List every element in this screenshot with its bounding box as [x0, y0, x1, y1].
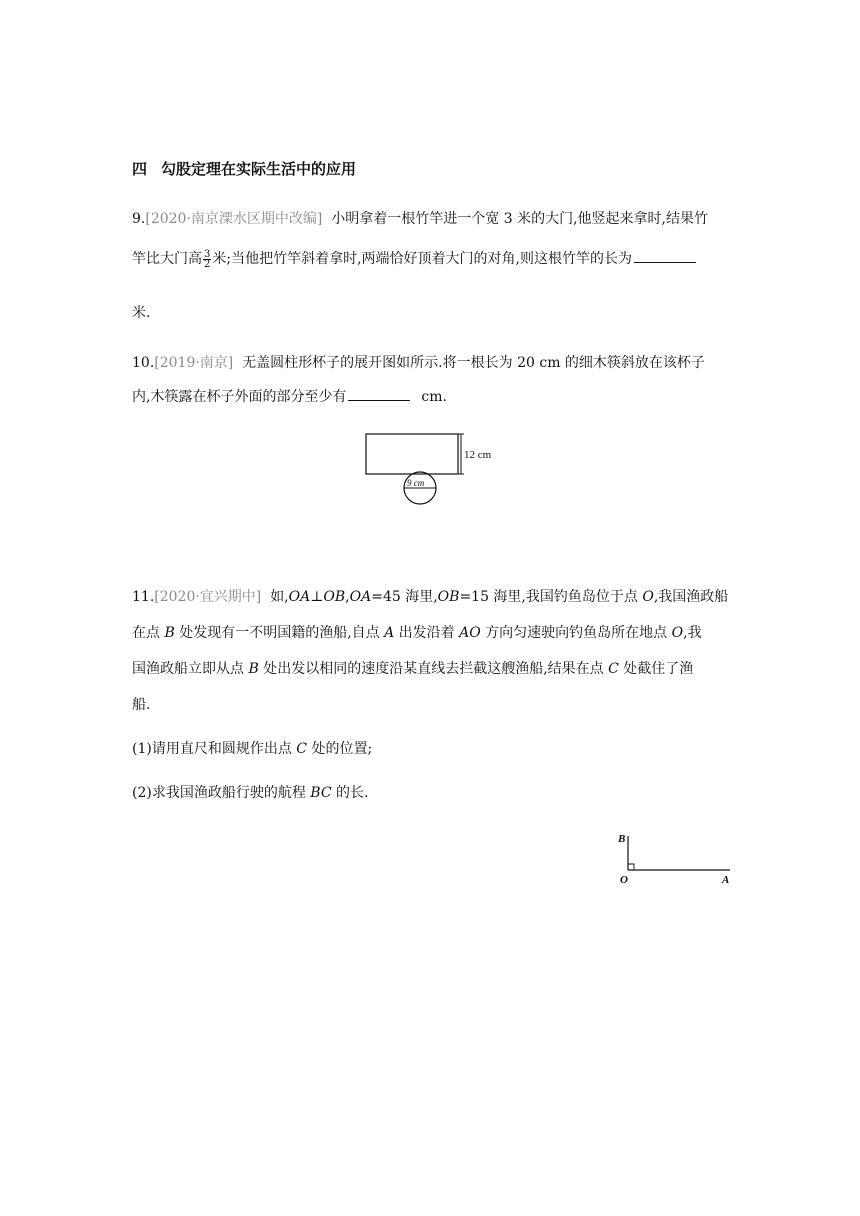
q11-sub2-p1: BC [310, 785, 332, 801]
boat-figure [610, 826, 740, 886]
q11-text-3-p2: 处出发以相同的速度沿某直线去拦截这艘渔船,结果在点 [258, 661, 609, 677]
section-heading [132, 158, 356, 179]
q11-text-3-p4: 处截住了渔 [618, 661, 694, 677]
q11-text-1-p10: ,我国渔政船 [653, 589, 729, 605]
q11-sub-2 [132, 782, 368, 802]
cup-net-figure [360, 428, 510, 510]
q10-text-2a: 内,木筷露在杯子外面的部分至少有 [132, 389, 347, 405]
q11-text-1-p5: OA [349, 589, 372, 605]
q11-text-2-p2: 处发现有一不明国籍的渔船,自点 [174, 625, 385, 641]
q11-sub1-p1: C [296, 741, 307, 757]
q11-text-2-p7: O [671, 625, 684, 641]
section-title: 勾股定理在实际生活中的应用 [161, 160, 357, 178]
q11-line-2 [132, 622, 702, 642]
q11-text-1-p0: 如, [270, 589, 289, 605]
q10-line-1 [132, 352, 705, 372]
cup-side-rectangle [366, 434, 458, 474]
q10-line-2 [132, 386, 447, 406]
q9-line-2 [132, 248, 698, 269]
q11-text-1-p3: OB [323, 589, 346, 605]
q11-sub1-p2: 处的位置; [307, 741, 373, 757]
q9-text-2b: 米;当他把竹竿斜着拿时,两端恰好顶着大门的对角,则这根竹竿的长为 [212, 251, 632, 267]
q11-text-2-p6: 方向匀速驶向钓鱼岛所在地点 [480, 625, 672, 641]
q11-text-2-p1: B [164, 625, 175, 641]
label-a: A [722, 874, 730, 886]
q11-sub2-p0: (2)求我国渔政船行驶的航程 [132, 785, 311, 801]
q10-source: [2019·南京] [154, 355, 234, 371]
q9-text-2a: 竿比大门高 [132, 251, 202, 267]
diameter-label: 9 cm [407, 478, 425, 488]
q10-text-2b: cm. [421, 389, 447, 405]
q11-text-1-p9: O [642, 589, 654, 605]
q11-sub2-p2: 的长. [331, 785, 369, 801]
q10-text-1: 无盖圆柱形杯子的展开图如所示.将一根长为 20 cm 的细木筷斜放在该杯子 [242, 355, 705, 371]
q11-text-1-p8: =15 海里,我国钓鱼岛位于点 [459, 589, 643, 605]
q11-text-1-p6: =45 海里, [371, 589, 438, 605]
q11-text-1-p2: ⊥ [310, 589, 324, 605]
q11-number: 11. [132, 589, 155, 605]
q11-text-2-p5: AO [459, 625, 481, 641]
right-angle-mark [628, 864, 634, 870]
q11-text-2-p3: A [384, 625, 395, 641]
q9-text-3: 米. [132, 305, 151, 321]
q9-line-1 [132, 208, 708, 228]
q11-line-3 [132, 658, 693, 678]
q9-fraction [203, 250, 211, 269]
section-number: 四 [132, 160, 148, 178]
q9-source: [2020·南京溧水区期中改编] [145, 211, 323, 227]
q11-text-2-p8: ,我 [683, 625, 702, 641]
q9-text-1: 小明拿着一根竹竿进一个宽 3 米的大门,他竖起来拿时,结果竹 [331, 211, 708, 227]
height-label: 12 cm [464, 449, 492, 461]
q11-source: [2020·宜兴期中] [154, 589, 262, 605]
q10-number: 10. [132, 355, 155, 371]
q10-answer-blank[interactable] [348, 388, 410, 401]
q11-text-4: 船. [132, 697, 151, 713]
q11-sub1-p0: (1)请用直尺和圆规作出点 [132, 741, 297, 757]
q11-text-3-p1: B [248, 661, 259, 677]
q11-text-2-p4: 出发沿着 [394, 625, 460, 641]
q9-frac-denominator: 2 [204, 258, 211, 270]
q11-text-3-p3: C [608, 661, 619, 677]
q9-frac-numerator: 3 [204, 248, 211, 260]
label-b: B [618, 833, 626, 845]
q11-text-1-p4: , [345, 589, 350, 605]
q11-text-1-p7: OB [437, 589, 460, 605]
q11-line-1 [132, 586, 728, 606]
q11-text-2-p0: 在点 [132, 625, 165, 641]
q9-number: 9. [132, 211, 146, 227]
q11-text-1-p1: OA [288, 589, 311, 605]
q11-text-3-p0: 国渔政船立即从点 [132, 661, 249, 677]
q9-answer-blank[interactable] [634, 250, 696, 263]
label-o: O [620, 874, 628, 886]
q11-sub-1 [132, 738, 372, 758]
